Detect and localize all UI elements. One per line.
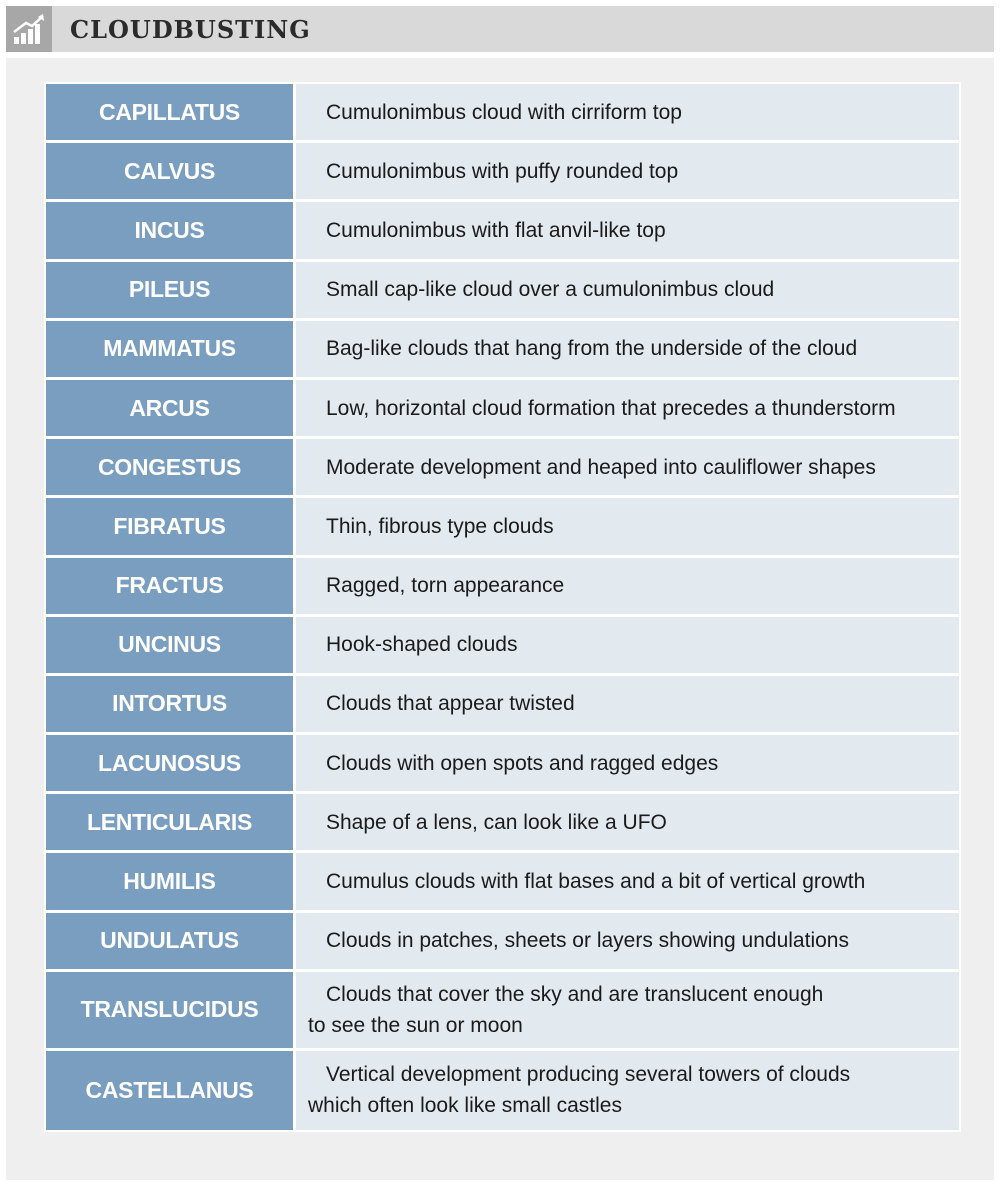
table-row <box>46 84 959 143</box>
term-description: Cumulus clouds with flat bases and a bit of vertical growth <box>296 853 959 912</box>
bar-chart-growth-icon <box>6 6 52 52</box>
table-row <box>46 380 959 439</box>
term-description: Cumulonimbus with puffy rounded top <box>296 143 959 202</box>
term-name: LENTICULARIS <box>46 794 296 853</box>
table-row <box>46 558 959 617</box>
term-description: Small cap-like cloud over a cumulonimbus cloud <box>296 262 959 321</box>
term-name: TRANSLUCIDUS <box>46 972 296 1051</box>
page-title: CLOUDBUSTING <box>70 15 311 44</box>
term-name: HUMILIS <box>46 853 296 912</box>
term-name: CASTELLANUS <box>46 1051 296 1130</box>
term-description: Vertical development producing several towers of clouds which often look like small castles <box>296 1051 959 1130</box>
term-description: Moderate development and heaped into cauliflower shapes <box>296 439 959 498</box>
term-name: CAPILLATUS <box>46 84 296 143</box>
term-description: Bag-like clouds that hang from the underside of the cloud <box>296 321 959 380</box>
header-bar <box>6 6 994 52</box>
table-row <box>46 202 959 261</box>
table-row <box>46 321 959 380</box>
table-row <box>46 735 959 794</box>
table-row <box>46 676 959 735</box>
term-name: FIBRATUS <box>46 498 296 557</box>
table-row <box>46 794 959 853</box>
term-description: Hook-shaped clouds <box>296 617 959 676</box>
term-name: LACUNOSUS <box>46 735 296 794</box>
term-description: Clouds in patches, sheets or layers showing undulations <box>296 913 959 972</box>
term-name: ARCUS <box>46 380 296 439</box>
term-description: Cumulonimbus with flat anvil-like top <box>296 202 959 261</box>
table-row <box>46 617 959 676</box>
term-description: Thin, fibrous type clouds <box>296 498 959 557</box>
term-description: Clouds that cover the sky and are translucent enough to see the sun or moon <box>296 972 959 1051</box>
term-name: INTORTUS <box>46 676 296 735</box>
term-description: Shape of a lens, can look like a UFO <box>296 794 959 853</box>
term-name: FRACTUS <box>46 558 296 617</box>
content-panel <box>6 58 994 1180</box>
table-row <box>46 262 959 321</box>
term-description: Clouds with open spots and ragged edges <box>296 735 959 794</box>
term-description: Clouds that appear twisted <box>296 676 959 735</box>
table-row <box>46 853 959 912</box>
term-name: MAMMATUS <box>46 321 296 380</box>
term-description: Ragged, torn appearance <box>296 558 959 617</box>
term-name: UNCINUS <box>46 617 296 676</box>
table-row <box>46 913 959 972</box>
table-row <box>46 143 959 202</box>
table-row <box>46 1051 959 1130</box>
term-description: Low, horizontal cloud formation that precedes a thunderstorm <box>296 380 959 439</box>
term-name: UNDULATUS <box>46 913 296 972</box>
table-row <box>46 439 959 498</box>
terms-table <box>44 82 961 1132</box>
term-description: Cumulonimbus cloud with cirriform top <box>296 84 959 143</box>
term-name: INCUS <box>46 202 296 261</box>
term-name: CONGESTUS <box>46 439 296 498</box>
table-row <box>46 498 959 557</box>
table-row <box>46 972 959 1051</box>
term-name: CALVUS <box>46 143 296 202</box>
term-name: PILEUS <box>46 262 296 321</box>
